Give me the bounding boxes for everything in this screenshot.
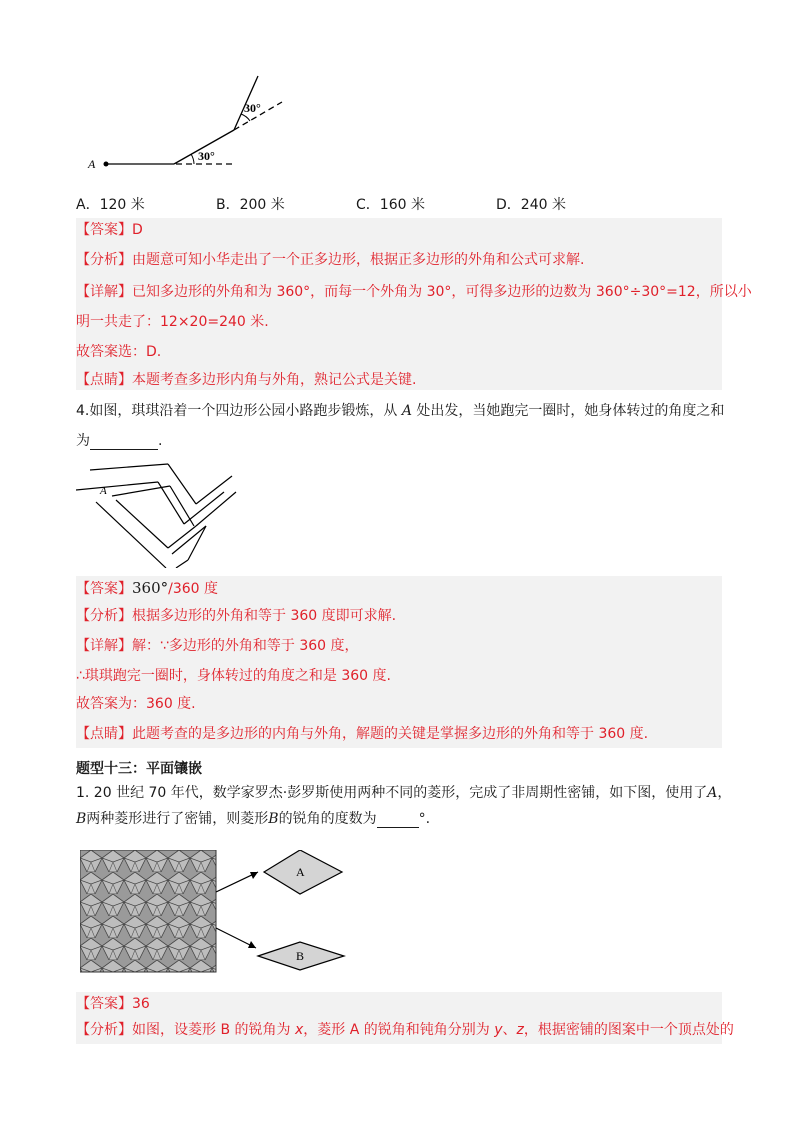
rhombus-b-label: B	[296, 949, 305, 963]
rhombus-a-label: A	[296, 865, 305, 879]
option-a: A．120 米	[76, 197, 145, 213]
tiling-answer-block: 【答案】36 【分析】如图，设菱形 B 的锐角为 x，菱形 A 的锐角和钝角分别为 y、z，根据密铺的图案中一个顶点处的	[76, 992, 722, 1044]
angle-label-lower: 30°	[198, 149, 215, 163]
section-heading: 题型十三：平面镶嵌	[76, 761, 202, 777]
option-c: C．160 米	[356, 197, 425, 213]
point-A-label: A	[100, 485, 107, 497]
penrose-tiling-figure	[80, 850, 420, 974]
park-roads-figure	[76, 462, 246, 568]
angle-label-upper: 30°	[244, 101, 261, 115]
walking-path-figure	[84, 72, 284, 172]
tiling-question-line1: 1. 20 世纪 70 年代，数学家罗杰·彭罗斯使用两种不同的菱形，完成了非周期性密铺，如下图，使用了A，	[76, 785, 732, 801]
option-d: D．240 米	[496, 197, 566, 213]
tiling-image	[80, 850, 216, 972]
tiling-question-line2: B两种菱形进行了密铺，则菱形B的锐角的度数为 °.	[76, 811, 431, 827]
point-A-label: A	[88, 157, 96, 171]
answer-blank	[377, 813, 419, 828]
q4-question-line1: 4.如图，琪琪沿着一个四边形公园小路跑步锻炼，从 A 处出发，当她跑完一圈时，她身体转过的角度之和	[76, 403, 725, 419]
option-b: B．200 米	[216, 197, 285, 213]
q4-answer-block: 【答案】360°/360 度 【分析】根据多边形的外角和等于 360 度即可求解. 【详解】解：∵多边形的外角和等于 360 度， ∴琪琪跑完一圈时，身体转过的角度之和是 360 度. 故答案为：360 度. 【点睛】此题考查的是多边形的内角与外角，解题的关键是掌握多边形的外角和等于 360 度.	[76, 576, 722, 748]
q3-answer-block: 【答案】D 【分析】由题意可知小华走出了一个正多边形，根据正多边形的外角和公式可求解. 【详解】已知多边形的外角和为 360°，而每一个外角为 30°，可得多边形的边数为 360°÷30°=12，所以小 明一共走了：12×20=240 米. 故答案选：D. 【点睛】本题考查多边形内角与外角，熟记公式是关键.	[76, 218, 722, 390]
answer-blank	[90, 435, 158, 450]
q4-question-line2: 为 .	[76, 433, 163, 449]
